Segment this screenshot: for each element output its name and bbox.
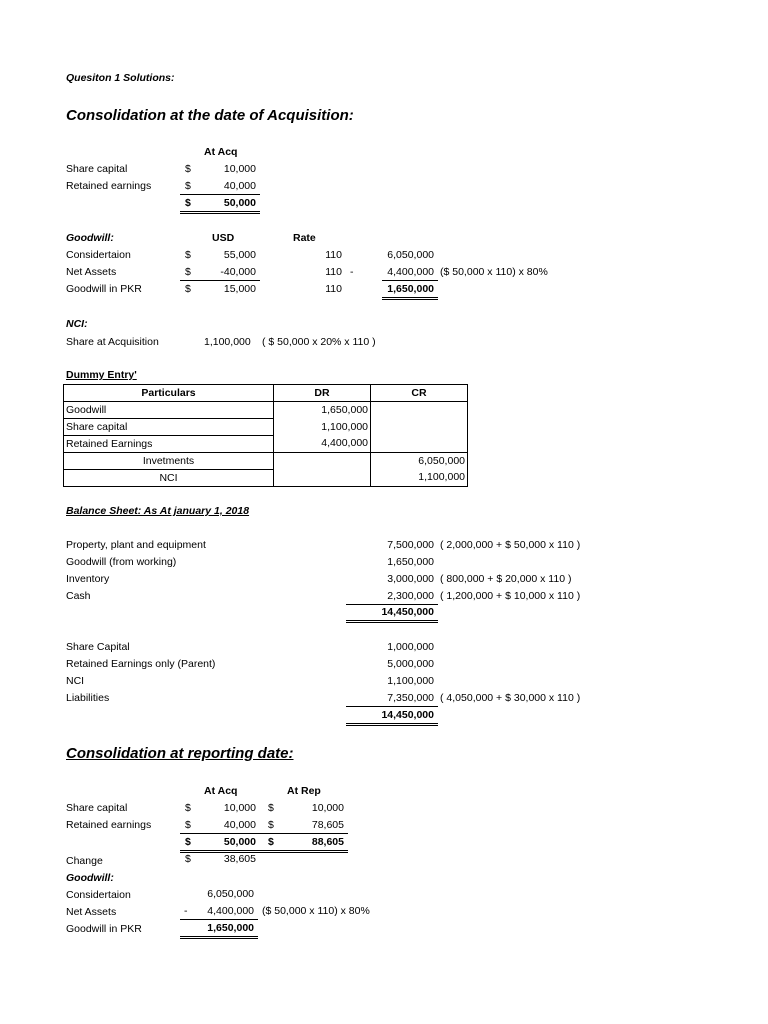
asset-note: ( 2,000,000 + $ 50,000 x 110 ) (440, 539, 581, 551)
equity-label: NCI (66, 675, 85, 687)
asset-label: Goodwill (from working) (66, 556, 177, 568)
net-assets-note: ($ 50,000 x 110) x 80% (262, 905, 370, 917)
net-assets-value: 4,400,000 (207, 905, 254, 917)
asset-label: Property, plant and equipment (66, 539, 206, 551)
consideration-value: 6,050,000 (207, 888, 254, 900)
consideration-label: Considertaion (66, 249, 131, 261)
share-capital-label: Share capital (66, 163, 128, 175)
assets-total: 14,450,000 (381, 606, 434, 618)
goodwill-heading: Goodwill: (66, 872, 114, 884)
goodwill-pkr-value: 1,650,000 (207, 922, 254, 934)
net-assets-note: ($ 50,000 x 110) x 80% (440, 266, 548, 278)
consideration-pkr: 6,050,000 (387, 249, 434, 261)
currency-symbol: $ (268, 819, 274, 831)
goodwill-pkr-label: Goodwill in PKR (66, 283, 142, 295)
asset-value: 2,300,000 (387, 590, 434, 602)
currency-symbol: $ (185, 180, 191, 192)
currency-symbol: $ (185, 283, 191, 295)
balance-sheet-heading: Balance Sheet: As At january 1, 2018 (66, 505, 250, 517)
cr-cell: 6,050,000 (371, 453, 468, 470)
section2-total-acq: 50,000 (223, 836, 256, 848)
cr-cell (371, 436, 468, 453)
section2-total-rep: 88,605 (311, 836, 344, 848)
asset-label: Cash (66, 590, 91, 602)
retained-earnings-label: Retained earnings (66, 819, 152, 831)
currency-symbol: $ (268, 802, 274, 814)
currency-symbol: $ (185, 836, 191, 848)
consideration-usd: 55,000 (223, 249, 256, 261)
net-assets-label: Net Assets (66, 266, 117, 278)
retained-earnings-rep: 78,605 (311, 819, 344, 831)
asset-value: 7,500,000 (387, 539, 434, 551)
cr-cell (371, 402, 468, 419)
minus-sign: - (184, 905, 188, 917)
equity-value: 7,350,000 (387, 692, 434, 704)
dr-cell: 1,100,000 (274, 419, 371, 436)
share-capital-acq: 10,000 (223, 802, 256, 814)
equity-value: 1,100,000 (387, 675, 434, 687)
currency-symbol: $ (185, 163, 191, 175)
cr-cell: 1,100,000 (371, 470, 468, 487)
double-underline (382, 297, 438, 300)
retained-earnings-acq: 40,000 (223, 819, 256, 831)
nci-note: ( $ 50,000 x 20% x 110 ) (262, 336, 376, 348)
retained-earnings-label: Retained earnings (66, 180, 152, 192)
nci-label: Share at Acquisition (66, 336, 159, 348)
particular-cell: NCI (64, 470, 274, 487)
section2-heading: Consolidation at reporting date: (66, 745, 294, 762)
dr-cell (274, 453, 371, 470)
particulars-header: Particulars (64, 385, 274, 402)
asset-note: ( 1,200,000 + $ 10,000 x 110 ) (440, 590, 581, 602)
minus-sign: - (350, 266, 354, 278)
share-capital-rep: 10,000 (311, 802, 344, 814)
particular-cell: Retained Earnings (64, 436, 274, 453)
divider (346, 706, 438, 707)
section1-heading: Consolidation at the date of Acquisition: (66, 107, 354, 124)
divider (346, 604, 438, 605)
dr-cell: 1,650,000 (274, 402, 371, 419)
goodwill-heading: Goodwill: (66, 232, 114, 244)
net-assets-label: Net Assets (66, 906, 117, 918)
retained-earnings-value: 40,000 (223, 180, 256, 192)
goodwill-pkr-label: Goodwill in PKR (66, 923, 142, 935)
net-assets-pkr: 4,400,000 (387, 266, 434, 278)
table-row (64, 419, 468, 436)
dummy-entry-heading: Dummy Entry' (66, 369, 137, 381)
dummy-entry-table (63, 384, 468, 487)
equity-note: ( 4,050,000 + $ 30,000 x 110 ) (440, 692, 581, 704)
equity-value: 1,000,000 (387, 641, 434, 653)
currency-symbol: $ (185, 249, 191, 261)
change-label: Change (66, 855, 103, 867)
currency-symbol: $ (185, 819, 191, 831)
dr-cell (274, 470, 371, 487)
doc-title: Quesiton 1 Solutions: (66, 72, 175, 84)
share-capital-value: 10,000 (223, 163, 256, 175)
asset-value: 3,000,000 (387, 573, 434, 585)
double-underline (346, 620, 438, 623)
net-assets-rate: 110 (325, 266, 342, 278)
double-underline (180, 211, 260, 214)
table-row (64, 470, 468, 487)
consideration-label: Considertaion (66, 889, 131, 901)
nci-value: 1,100,000 (204, 336, 251, 348)
particular-cell: Share capital (64, 419, 274, 436)
at-rep-header: At Rep (287, 785, 321, 797)
rate-header: Rate (293, 232, 316, 244)
net-assets-usd: -40,000 (220, 266, 256, 278)
currency-symbol: $ (185, 197, 191, 209)
cr-cell (371, 419, 468, 436)
table-row (64, 453, 468, 470)
currency-symbol: $ (268, 836, 274, 848)
divider (180, 833, 348, 834)
divider (180, 280, 260, 281)
currency-symbol: $ (185, 802, 191, 814)
consideration-rate: 110 (325, 249, 342, 261)
currency-symbol: $ (185, 266, 191, 278)
asset-value: 1,650,000 (387, 556, 434, 568)
at-acq-header: At Acq (204, 146, 238, 158)
change-value: 38,605 (223, 853, 256, 865)
at-acq-header: At Acq (204, 785, 238, 797)
equity-label: Share Capital (66, 641, 130, 653)
particular-cell: Invetments (64, 453, 274, 470)
share-capital-label: Share capital (66, 802, 128, 814)
equity-total: 14,450,000 (381, 709, 434, 721)
divider (180, 194, 260, 195)
usd-header: USD (212, 232, 235, 244)
double-underline (346, 723, 438, 726)
equity-value: 5,000,000 (387, 658, 434, 670)
goodwill-pkr: 1,650,000 (387, 283, 434, 295)
asset-note: ( 800,000 + $ 20,000 x 110 ) (440, 573, 572, 585)
equity-label: Liabilities (66, 692, 110, 704)
asset-label: Inventory (66, 573, 110, 585)
table-row (64, 436, 468, 453)
dr-header: DR (274, 385, 371, 402)
cr-header: CR (371, 385, 468, 402)
equity-label: Retained Earnings only (Parent) (66, 658, 216, 670)
section1-total: 50,000 (223, 197, 256, 209)
goodwill-rate: 110 (325, 283, 342, 295)
goodwill-usd: 15,000 (223, 283, 256, 295)
particular-cell: Goodwill (64, 402, 274, 419)
table-row (64, 402, 468, 419)
nci-heading: NCI: (66, 318, 88, 330)
double-underline (180, 936, 258, 939)
dr-cell: 4,400,000 (274, 436, 371, 453)
currency-symbol: $ (185, 853, 191, 865)
divider (180, 919, 258, 920)
divider (382, 280, 438, 281)
